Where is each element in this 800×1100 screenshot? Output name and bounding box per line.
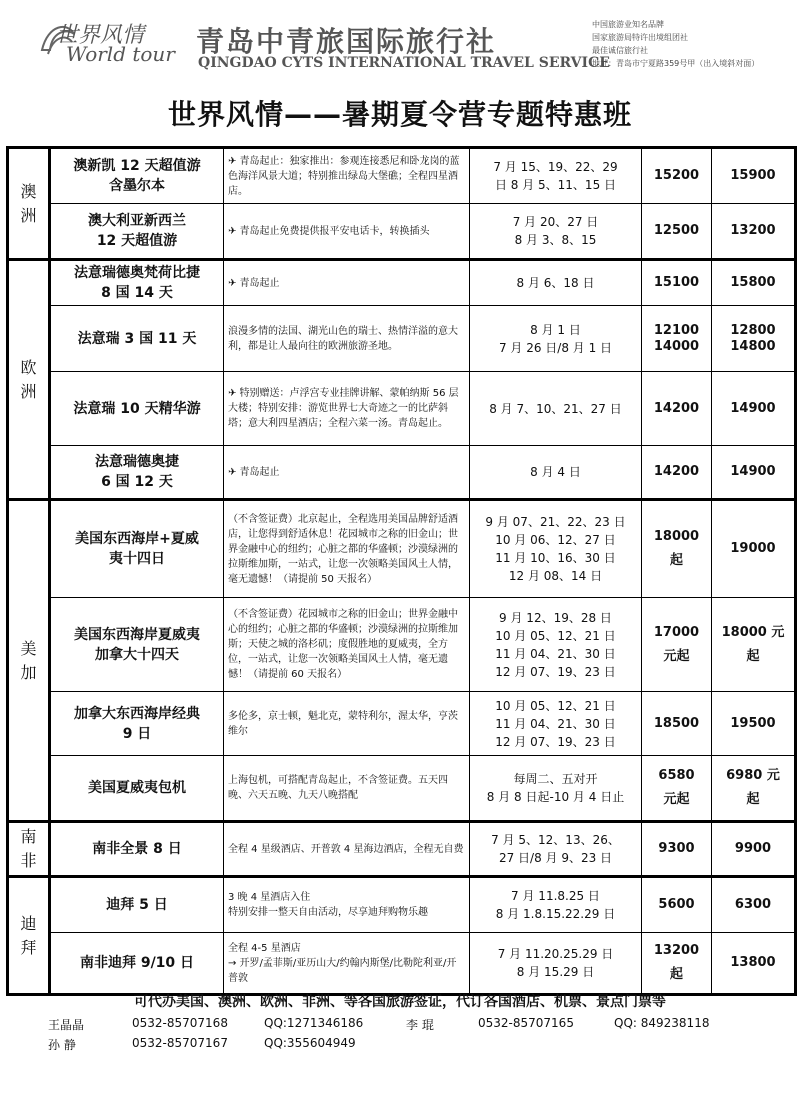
tour-description: ✈ 特别赠送：卢浮宫专业挂牌讲解、蒙帕纳斯 56 层大楼；特别安排：游览世界七大奇迹之一的比萨斜塔；意大利四星酒店；全程六菜一汤。青岛起止。 [224,372,470,446]
logo-chinese: 世界风情 [56,23,145,48]
tour-dates: 7 月 11.20.25.29 日 8 月 15.29 日 [470,933,642,995]
tour-description: 浪漫多情的法国、湖光山色的瑞士、热情洋溢的意大利，都是让人最向往的欧洲旅游圣地。 [224,306,470,372]
tour-description: ✈ 青岛起止：独家推出：参观连接悉尼和卧龙岗的蓝色海洋风景大道；特别推出绿岛大堡礁；全程四星酒店。 [224,148,470,204]
tour-dates: 9 月 07、21、22、23 日 10 月 06、12、27 日 11 月 10、16、30 日 12 月 08、14 日 [470,500,642,598]
region-cell-dubai [8,877,50,995]
tour-name: 迪拜 5 日 [50,877,224,933]
tour-name: 法意瑞 3 国 11 天 [50,306,224,372]
price-adult: 6580 元起 [642,756,712,822]
tour-name: 加拿大东西海岸经典 9 日 [50,692,224,756]
tour-dates: 9 月 12、19、28 日 10 月 05、12、21 日 11 月 04、21、30 日 12 月 07、19、23 日 [470,598,642,692]
table-row [8,822,796,877]
region-label: 南 非 [20,827,37,870]
table-row [8,933,796,995]
table-row [8,446,796,500]
tour-description: 全程 4 星级酒店、开普敦 4 星海边酒店，全程无自费 [224,822,470,877]
price-child: 15900 [712,148,796,204]
price-child: 19000 [712,500,796,598]
contact-phone: 0532-85707168 [132,1016,228,1030]
info-line: 中国旅游业知名品牌 [592,20,664,29]
contact-phone: 0532-85707167 [132,1036,228,1050]
tour-dates: 8 月 6、18 日 [470,260,642,306]
tour-description: 多伦多，京士顿，魁北克，蒙特利尔，渥太华，亨茨维尔 [224,692,470,756]
region-cell-americas [8,500,50,822]
info-line: 地址：青岛市宁夏路359号甲（出入境斜对面） [592,59,760,68]
tour-dates: 8 月 1 日 7 月 26 日/8 月 1 日 [470,306,642,372]
price-child: 19500 [712,692,796,756]
region-label: 欧 洲 [20,357,37,401]
contact-name: 王晶晶 [48,1018,85,1032]
contact-qq: QQ:1271346186 [264,1016,364,1030]
price-adult: 14200 [642,372,712,446]
price-child: 6300 [712,877,796,933]
tour-dates: 10 月 05、12、21 日 11 月 04、21、30 日 12 月 07、19、23 日 [470,692,642,756]
company-name-chinese: 青岛中青旅国际旅行社 [196,25,497,58]
tour-name: 美国东西海岸+夏威 夷十四日 [50,500,224,598]
tour-description: ✈ 青岛起止 [224,446,470,500]
company-info [592,18,759,70]
tour-dates: 7 月 5、12、13、26、 27 日/8 月 9、23 日 [470,822,642,877]
tour-dates: 7 月 15、19、22、29 日 8 月 5、11、15 日 [470,148,642,204]
price-child: 15800 [712,260,796,306]
table-row [8,372,796,446]
tour-description: ✈ 青岛起止 [224,260,470,306]
price-child: 18000 元 起 [712,598,796,692]
contact-name: 李 琨 [406,1018,434,1032]
tour-name: 法意瑞德奥梵荷比捷 8 国 14 天 [50,260,224,306]
price-child: 6980 元 起 [712,756,796,822]
table-row [8,306,796,372]
tour-dates: 8 月 4 日 [470,446,642,500]
services-note: 可代办美国、澳洲、欧洲、非洲、等各国旅游签证，代订各国酒店、机票、景点门票等 [134,994,666,1010]
info-line: 最佳诚信旅行社 [592,46,648,55]
table-row [8,500,796,598]
tour-dates: 每周二、五对开 8 月 8 日起-10 月 4 日止 [470,756,642,822]
price-child: 13800 [712,933,796,995]
price-adult: 15100 [642,260,712,306]
contact-qq: QQ:355604949 [264,1036,356,1050]
region-cell-europe [8,260,50,500]
table-row [8,692,796,756]
tour-name: 法意瑞 10 天精华游 [50,372,224,446]
tour-description: （不含签证费）北京起止，全程选用美国品牌舒适酒店，让您得到舒适休息！花园城市之称的旧金山；世界金融中心的纽约；心脏之都的华盛顿；沙漠绿洲的拉斯维加斯，一站式，让您一次领略美国风土人情，毫无遗憾！（请提前 50 天报名） [224,500,470,598]
contact-phone: 0532-85707165 [478,1016,574,1030]
tour-dates: 8 月 7、10、21、27 日 [470,372,642,446]
price-adult: 12100 14000 [642,306,712,372]
price-child: 14900 [712,446,796,500]
table-row [8,598,796,692]
price-adult: 5600 [642,877,712,933]
tour-name: 美国夏威夷包机 [50,756,224,822]
table-row [8,877,796,933]
tour-dates: 7 月 11.8.25 日 8 月 1.8.15.22.29 日 [470,877,642,933]
tour-name: 澳大利亚新西兰 12 天超值游 [50,204,224,260]
price-adult: 13200 起 [642,933,712,995]
region-cell-south-africa [8,822,50,877]
price-child: 12800 14800 [712,306,796,372]
price-adult: 17000 元起 [642,598,712,692]
tour-name: 澳新凯 12 天超值游 含墨尔本 [50,148,224,204]
page-title: 世界风情——暑期夏令营专题特惠班 [167,98,632,131]
table-row [8,148,796,204]
tour-price-table [6,146,797,996]
tour-description: （不含签证费）花园城市之称的旧金山；世界金融中心的纽约；心脏之都的华盛顿；沙漠绿洲的拉斯维加斯；天使之城的洛杉矶；度假胜地的夏威夷，全方位，一站式，让您一次领略美国风土人情，毫无遗憾！（请提前 60 天报名） [224,598,470,692]
price-adult: 18000 起 [642,500,712,598]
price-adult: 9300 [642,822,712,877]
region-label: 美 加 [20,638,37,682]
price-child: 9900 [712,822,796,877]
region-cell-australia [8,148,50,260]
table-row [8,260,796,306]
tour-name: 法意瑞德奥捷 6 国 12 天 [50,446,224,500]
price-adult: 12500 [642,204,712,260]
price-adult: 18500 [642,692,712,756]
letterhead [0,0,800,80]
tour-dates: 7 月 20、27 日 8 月 3、8、15 [470,204,642,260]
table-row [8,756,796,822]
tour-description: ✈ 青岛起止免费提供报平安电话卡，转换插头 [224,204,470,260]
logo-english: World tour [66,42,175,66]
tour-description: 全程 4-5 星酒店 → 开罗/孟菲斯/亚历山大/约翰内斯堡/比勒陀利亚/开普敦 [224,933,470,995]
tour-name: 南非全景 8 日 [50,822,224,877]
price-adult: 14200 [642,446,712,500]
price-adult: 15200 [642,148,712,204]
region-label: 澳 洲 [20,181,37,225]
tour-description: 上海包机，可搭配青岛起止，不含签证费。五天四晚、六天五晚、九天八晚搭配 [224,756,470,822]
table-row [8,204,796,260]
tour-name: 美国东西海岸夏威夷 加拿大十四天 [50,598,224,692]
tour-name: 南非迪拜 9/10 日 [50,933,224,995]
contact-name: 孙 静 [48,1038,76,1052]
tour-description: 3 晚 4 星酒店入住 特别安排一整天自由活动，尽享迪拜购物乐趣 [224,877,470,933]
region-label: 迪 拜 [20,913,37,957]
price-child: 14900 [712,372,796,446]
contact-qq: QQ: 849238118 [614,1016,710,1030]
company-name-english: QINGDAO CYTS INTERNATIONAL TRAVEL SERVICE [198,55,610,71]
info-line: 国家旅游局特许出境组团社 [592,33,688,42]
price-child: 13200 [712,204,796,260]
